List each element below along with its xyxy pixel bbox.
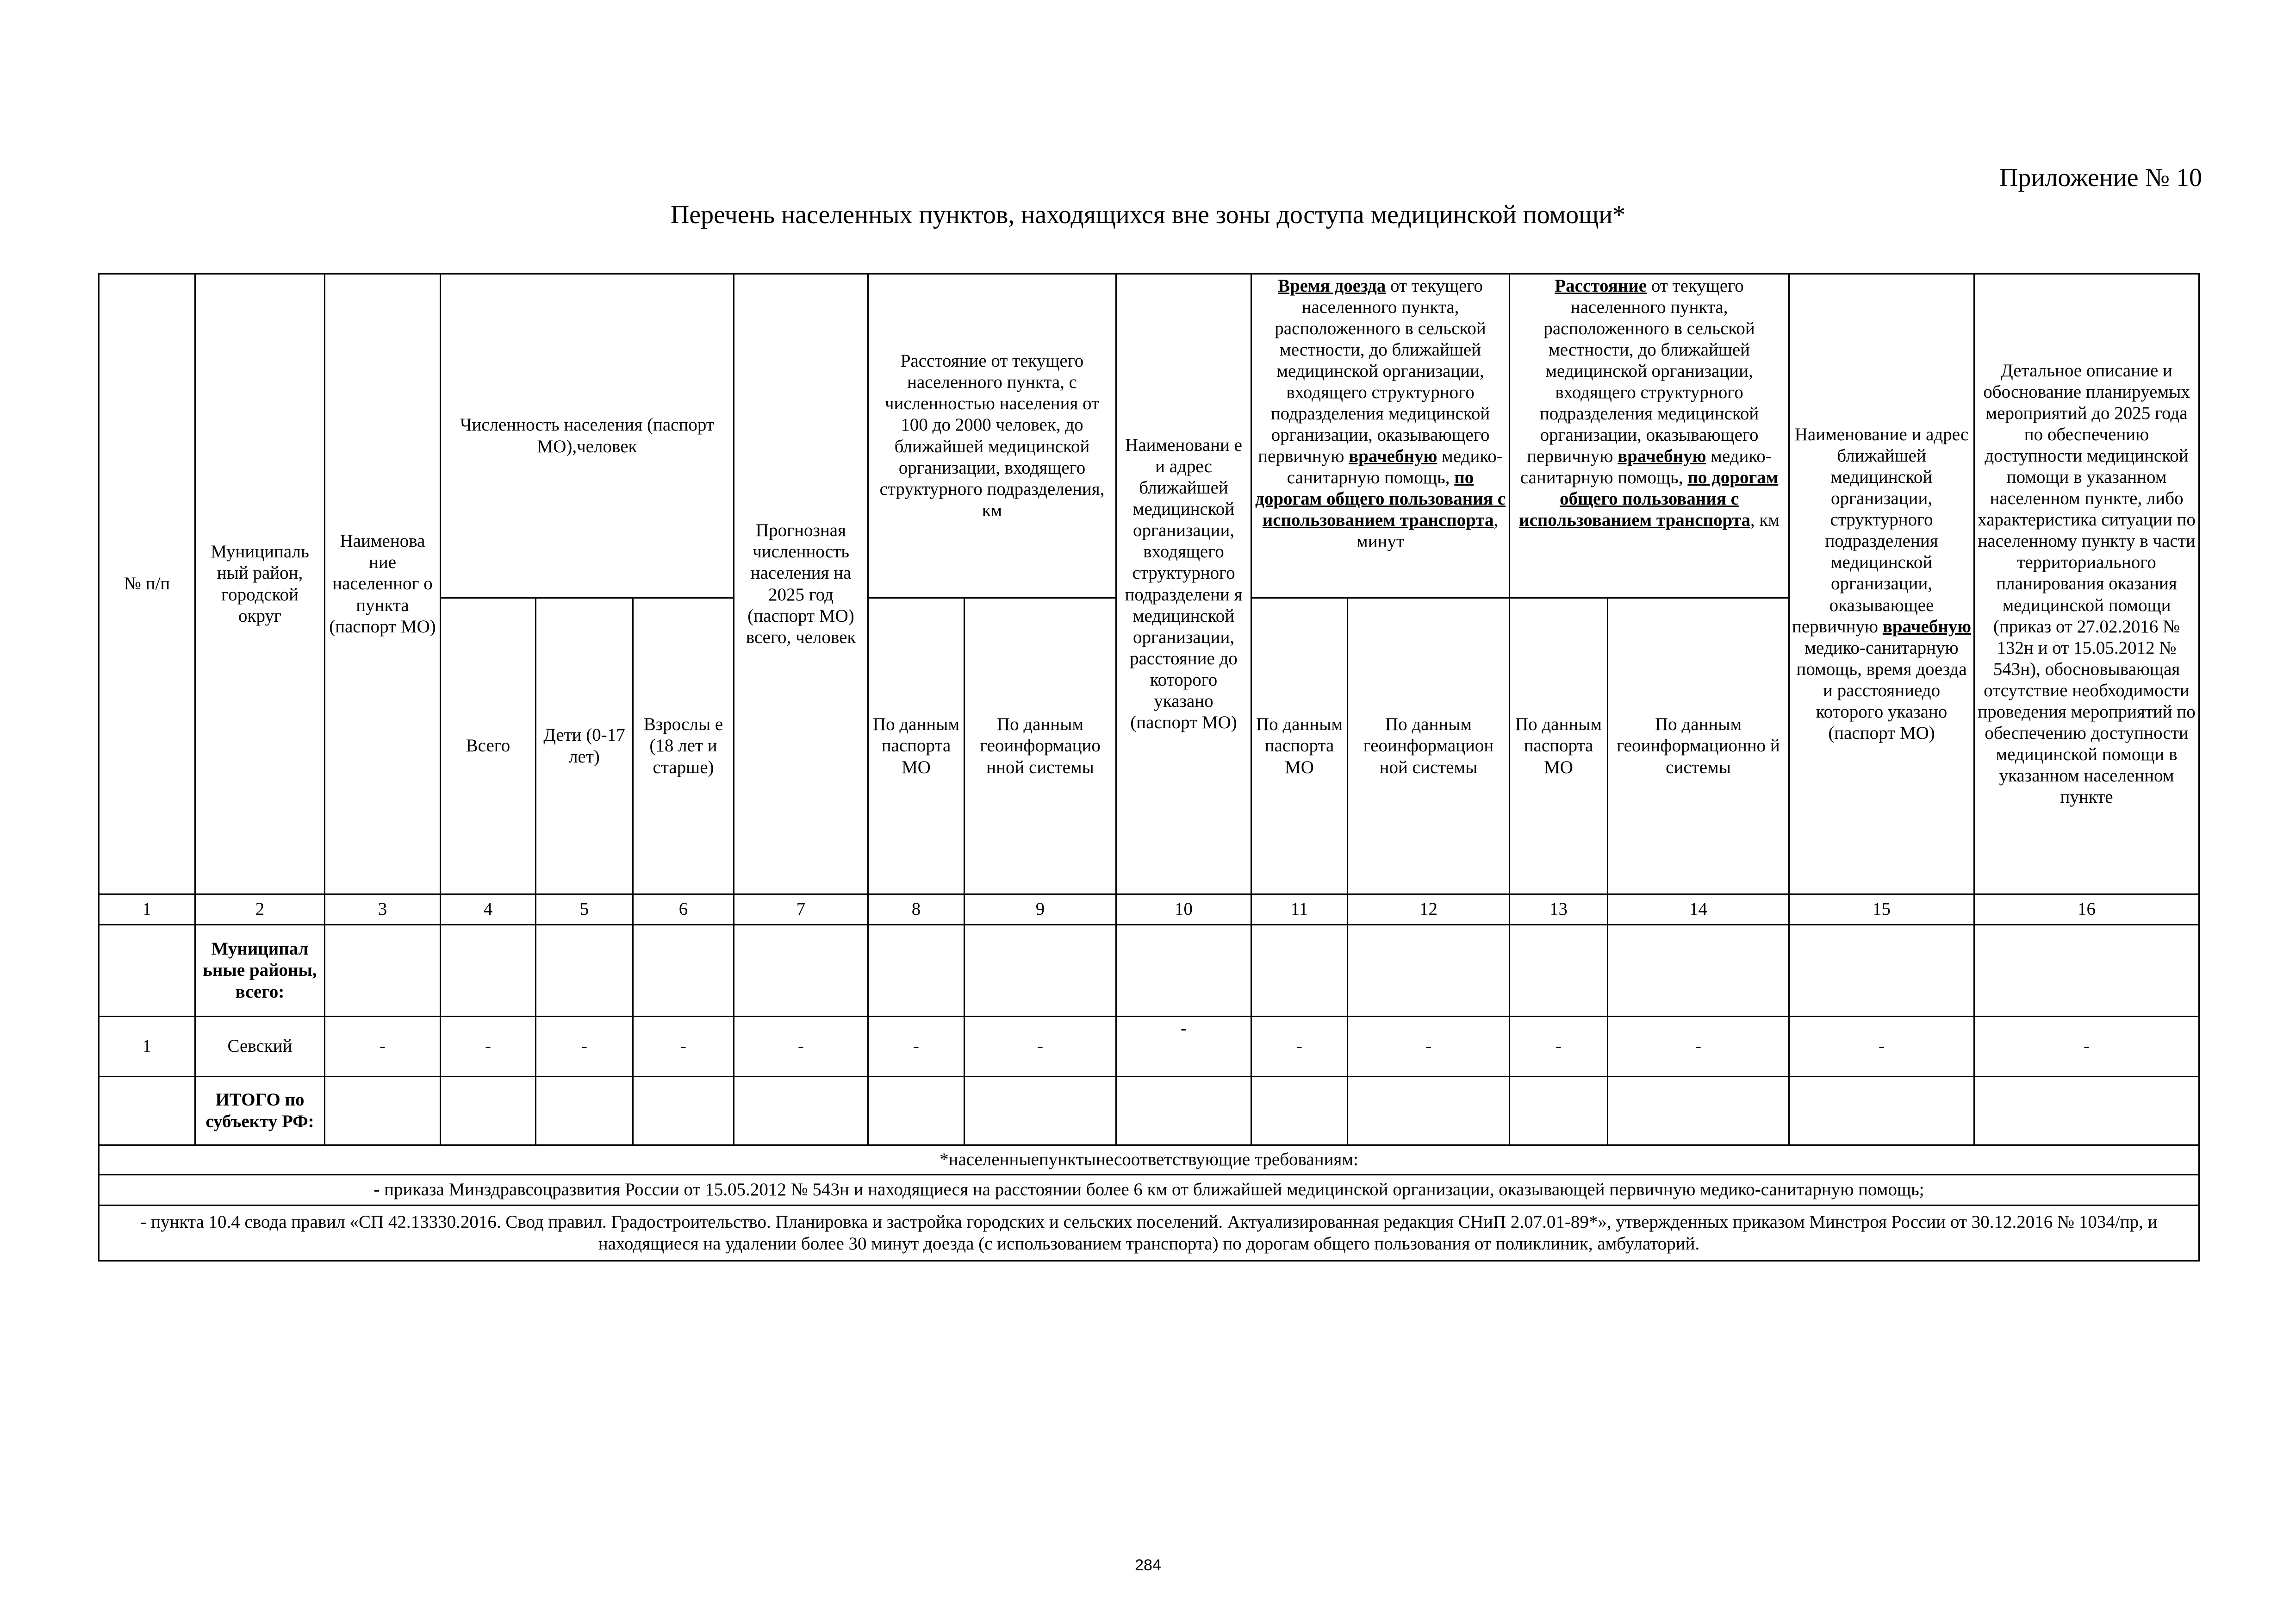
col-number: 5 bbox=[536, 894, 633, 925]
cell-value: - bbox=[1974, 1017, 2199, 1077]
table-row-subject-total bbox=[99, 1077, 2199, 1145]
page-number: 284 bbox=[1135, 1556, 1161, 1574]
header-time-gis: По данным геоинформацион ной системы bbox=[1348, 598, 1510, 894]
header-description: Детальное описание и обоснование планируемых мероприятий до 2025 года по обеспечению доступности медицинской помощи в указанном населенном пункте, либо характеристика ситуации по населенному пункту в части территориального планирования оказания медицинской помощи (приказ от 27.02.2016 № 132н и от 15.05.2012 № 543н), обосновывающая отсутствие необходимости проведения мероприятий по обеспечению доступности медицинской помощи в указанном населенном пункте bbox=[1974, 274, 2199, 894]
cell-value: - bbox=[1348, 1017, 1510, 1077]
col-number: 10 bbox=[1116, 894, 1251, 925]
header-population-children: Дети (0-17 лет) bbox=[536, 598, 633, 894]
col-number: 16 bbox=[1974, 894, 2199, 925]
header-distance-passport: По данным паспорта МО bbox=[868, 598, 964, 894]
table-row-municipal-total bbox=[99, 925, 2199, 1017]
cell-value: - bbox=[1608, 1017, 1789, 1077]
header-row-1 bbox=[99, 274, 2199, 598]
col-number: 6 bbox=[633, 894, 734, 925]
header-road-distance: Расстояние от текущего населенного пункта, расположенного в сельской местности, до ближайшей медицинской организации, входящего структурного подразделения медицинской организации, оказывающего первичную врачебную медико-санитарную помощь, по дорогам общего пользования с использованием транспорта, км bbox=[1510, 274, 1789, 598]
cell-value: - bbox=[1789, 1017, 1974, 1077]
header-settlement: Наименова ние населенног о пункта (паспорт МО) bbox=[325, 274, 441, 894]
col-number: 14 bbox=[1608, 894, 1789, 925]
footnote-item: - пункта 10.4 свода правил «СП 42.13330.2016. Свод правил. Градостроительство. Планировка и застройка городских и сельских поселений. Актуализированная редакция СНиП 2.07.01-89*», утвержденных приказом Минстроя России от 30.12.2016 № 1034/пр, и находящиеся на удалении более 30 минут доезда (с использованием транспорта) по дорогам общего пользования от поликлиник, амбулаторий. bbox=[99, 1206, 2199, 1261]
col-number: 11 bbox=[1251, 894, 1348, 925]
header-nearest-primary-care: Наименование и адрес ближайшей медицинской организации, структурного подразделения медицинской организации, оказывающее первичную врачебную медико-санитарную помощь, время доезда и расстояниедо которого указано (паспорт МО) bbox=[1789, 274, 1974, 894]
header-nearest-mo: Наименовани е и адрес ближайшей медицинской организации, входящего структурного подразделени я медицинской организации, расстояние до которого указано (паспорт МО) bbox=[1116, 274, 1251, 894]
col-number: 15 bbox=[1789, 894, 1974, 925]
header-road-passport: По данным паспорта МО bbox=[1510, 598, 1608, 894]
cell-value: - bbox=[964, 1017, 1116, 1077]
district-name: Севский bbox=[195, 1017, 325, 1077]
note-row bbox=[99, 1206, 2199, 1261]
col-number: 1 bbox=[99, 894, 195, 925]
note-row bbox=[99, 1175, 2199, 1206]
cell-value: - bbox=[868, 1017, 964, 1077]
header-population: Численность населения (паспорт МО),человек bbox=[441, 274, 734, 598]
appendix-label: Приложение № 10 bbox=[1999, 163, 2202, 192]
footnote-heading: *населенныепунктынесоответствующие требованиям: bbox=[99, 1145, 2199, 1175]
cell-value: - bbox=[325, 1017, 441, 1077]
col-number: 13 bbox=[1510, 894, 1608, 925]
col-number: 9 bbox=[964, 894, 1116, 925]
table-row bbox=[99, 1017, 2199, 1077]
cell-value: - bbox=[441, 1017, 536, 1077]
header-travel-time: Время доезда от текущего населенного пункта, расположенного в сельской местности, до ближайшей медицинской организации, входящего структурного подразделения медицинской организации, оказывающего первичную врачебную медико-санитарную помощь, по дорогам общего пользования с использованием транспорта, минут bbox=[1251, 274, 1510, 598]
header-population-total: Всего bbox=[441, 598, 536, 894]
subject-total-label: ИТОГО по субъекту РФ: bbox=[195, 1077, 325, 1145]
header-road-gis: По данным геоинформационно й системы bbox=[1608, 598, 1789, 894]
cell-value: - bbox=[734, 1017, 868, 1077]
municipal-districts-label: Муниципал ьные районы, всего: bbox=[195, 925, 325, 1017]
note-row bbox=[99, 1145, 2199, 1175]
col-number: 7 bbox=[734, 894, 868, 925]
row-number: 1 bbox=[99, 1017, 195, 1077]
col-number: 8 bbox=[868, 894, 964, 925]
header-population-adults: Взрослы е (18 лет и старше) bbox=[633, 598, 734, 894]
header-distance-100-2000: Расстояние от текущего населенного пункта, с численностью населения от 100 до 2000 человек, до ближайшей медицинской организации, входящего структурного подразделения, км bbox=[868, 274, 1116, 598]
page-title: Перечень населенных пунктов, находящихся вне зоны доступа медицинской помощи* bbox=[670, 200, 1626, 229]
settlements-table bbox=[98, 273, 2200, 1262]
cell-value: - bbox=[633, 1017, 734, 1077]
column-numbers-row bbox=[99, 894, 2199, 925]
col-number: 3 bbox=[325, 894, 441, 925]
header-distance-gis: По данным геоинформацио нной системы bbox=[964, 598, 1116, 894]
header-forecast: Прогнозная численность населения на 2025 год (паспорт МО) всего, человек bbox=[734, 274, 868, 894]
cell-value: - bbox=[1510, 1017, 1608, 1077]
header-district: Муниципаль ный район, городской округ bbox=[195, 274, 325, 894]
col-number: 4 bbox=[441, 894, 536, 925]
cell-value: - bbox=[1251, 1017, 1348, 1077]
header-number: № п/п bbox=[99, 274, 195, 894]
cell-value: - bbox=[1116, 1017, 1251, 1077]
col-number: 2 bbox=[195, 894, 325, 925]
footnote-item: - приказа Минздравсоцразвития России от 15.05.2012 № 543н и находящиеся на расстоянии более 6 км от ближайшей медицинской организации, оказывающей первичную медико-санитарную помощь; bbox=[99, 1175, 2199, 1206]
header-time-passport: По данным паспорта МО bbox=[1251, 598, 1348, 894]
cell-value: - bbox=[536, 1017, 633, 1077]
col-number: 12 bbox=[1348, 894, 1510, 925]
